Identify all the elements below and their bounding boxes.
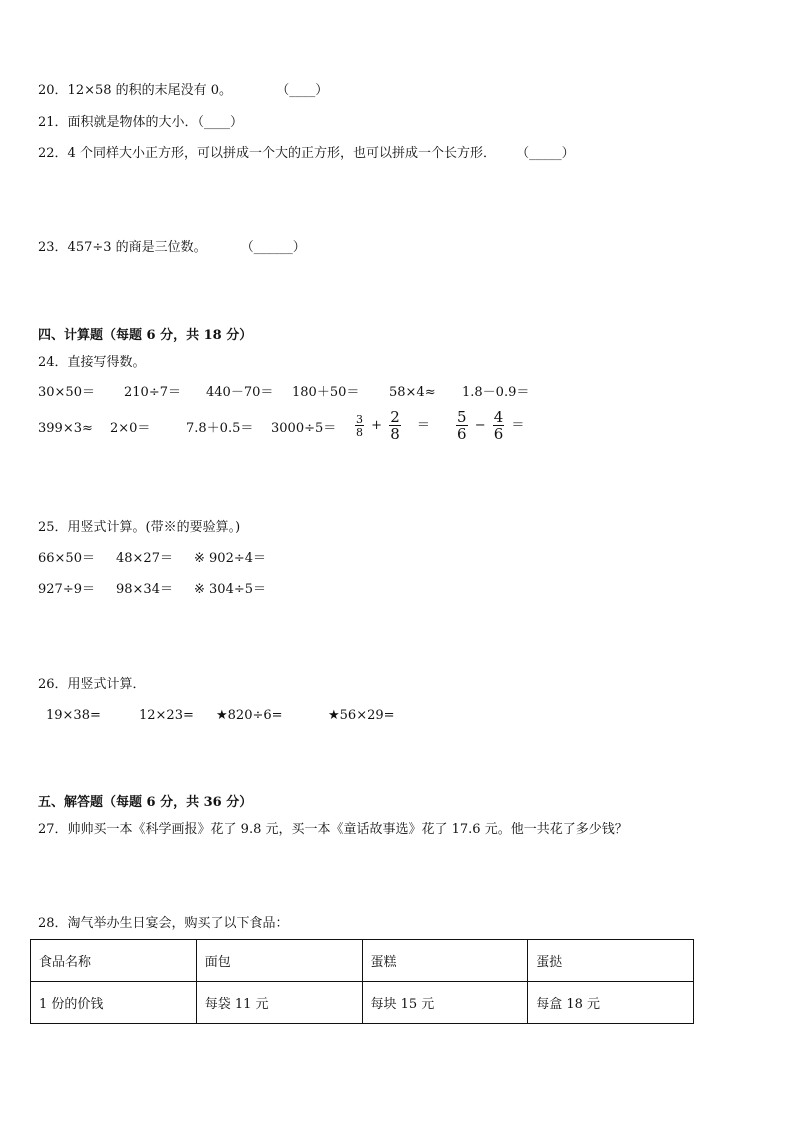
question-22-text: 22．4 个同样大小正方形，可以拼成一个大的正方形，也可以拼成一个长方形．: [38, 146, 496, 161]
question-26-title: 26．用竖式计算．: [38, 677, 146, 692]
q24-item: 3000÷5＝: [271, 421, 337, 436]
answer-paren-20[interactable]: （____）: [276, 83, 329, 98]
q24-item: 30×50＝: [38, 385, 95, 400]
table-cell: 每袋 11 元: [196, 982, 362, 1024]
fraction: [355, 414, 364, 438]
table-header-cell: 蛋挞: [528, 940, 694, 982]
table-row: [31, 940, 694, 982]
q24-item: 210÷7＝: [124, 385, 181, 400]
question-25-title: 25．用竖式计算。(带※的要验算。): [38, 520, 241, 535]
operator: +: [371, 418, 383, 433]
q24-item: 399×3≈: [38, 421, 93, 436]
q25-item: 98×34＝: [116, 582, 173, 597]
equals: ＝: [416, 418, 430, 433]
q25-item: ※ 304÷5＝: [194, 582, 267, 597]
numerator: 2: [390, 408, 400, 426]
fraction: [493, 410, 505, 442]
question-23-text: 23．457÷3 的商是三位数。: [38, 240, 207, 255]
denominator: 8: [356, 426, 363, 439]
table-header-cell: 食品名称: [31, 940, 197, 982]
table-cell: 1 份的价钱: [31, 982, 197, 1024]
numerator: 4: [493, 408, 504, 426]
numerator: 3: [356, 413, 363, 426]
q24-item: 58×4≈: [389, 385, 436, 400]
food-price-table: [30, 939, 694, 1024]
table-row: [31, 982, 694, 1024]
q25-item: 927÷9＝: [38, 582, 95, 597]
q24-item: 180＋50＝: [292, 385, 360, 400]
question-21-text: 21．面积就是物体的大小．（____）: [38, 115, 244, 130]
q25-item: 48×27＝: [116, 551, 173, 566]
question-27: 27．帅帅买一本《科学画报》花了 9.8 元，买一本《童话故事选》花了 17.6 元。他一共花了多少钱？: [38, 822, 628, 837]
q24-item: 7.8＋0.5＝: [186, 421, 254, 436]
fraction-expression-1: [355, 410, 433, 442]
q26-item: ★820÷6=: [216, 708, 283, 723]
fraction: [389, 410, 401, 442]
table-cell: 每块 15 元: [362, 982, 528, 1024]
question-21: [38, 114, 243, 132]
q25-item: 66×50＝: [38, 551, 95, 566]
operator: −: [474, 418, 486, 433]
question-24-title: 24．直接写得数。: [38, 355, 146, 370]
q24-item: 1.8－0.9＝: [462, 385, 530, 400]
section-4-title: 四、计算题（每题 6 分，共 18 分）: [38, 328, 253, 343]
table-cell: 每盒 18 元: [528, 982, 694, 1024]
fraction: [456, 410, 468, 442]
section-5-title: 五、解答题（每题 6 分，共 36 分）: [38, 795, 253, 810]
q26-item: 19×38=: [46, 708, 101, 723]
question-22: [38, 145, 575, 163]
answer-paren-22[interactable]: （_____）: [516, 146, 575, 161]
denominator: 6: [493, 425, 504, 443]
q26-item: 12×23=: [139, 708, 194, 723]
q24-item: 440－70＝: [206, 385, 274, 400]
equals: ＝: [511, 418, 525, 433]
table-header-cell: 面包: [196, 940, 362, 982]
question-28-title: 28．淘气举办生日宴会，购买了以下食品：: [38, 916, 289, 931]
question-23: [38, 239, 306, 257]
numerator: 5: [457, 408, 467, 426]
denominator: 6: [457, 425, 467, 443]
denominator: 8: [390, 425, 400, 443]
q25-item: ※ 902÷4＝: [194, 551, 267, 566]
question-20-text: 20．12×58 的积的末尾没有 0。: [38, 83, 233, 98]
answer-paren-23[interactable]: （______）: [240, 240, 306, 255]
q24-item: 2×0＝: [110, 421, 151, 436]
question-20: [38, 82, 328, 100]
table-header-cell: 蛋糕: [362, 940, 528, 982]
q26-item: ★56×29=: [328, 708, 395, 723]
fraction-expression-2: [456, 410, 527, 442]
